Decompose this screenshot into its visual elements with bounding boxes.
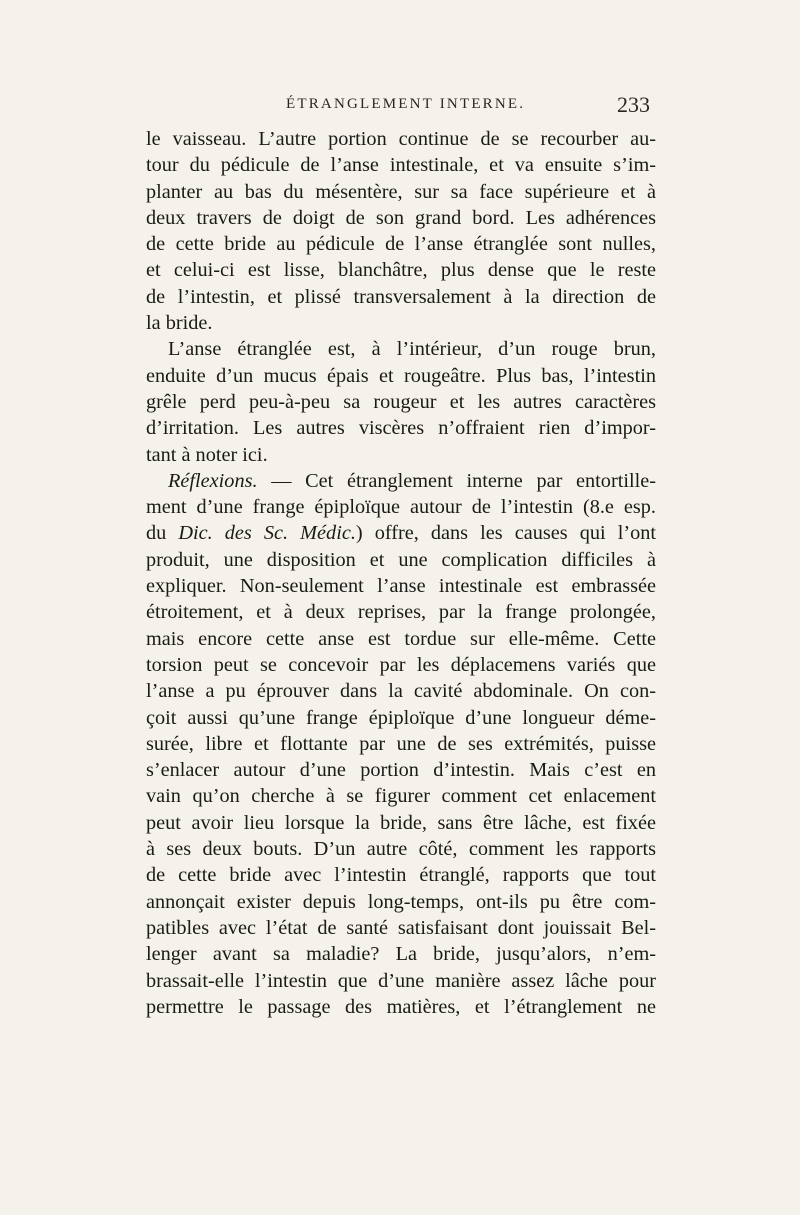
text-line: annonçait exister depuis long-temps, ont-ils pu être com-	[146, 890, 656, 913]
text-line: mais encore cette anse est tordue sur elle-même. Cette	[146, 627, 656, 650]
text-line: étroitement, et à deux reprises, par la frange prolongée,	[146, 601, 656, 624]
text-line: tour du pédicule de l’anse intestinale, et va ensuite s’im-	[146, 154, 656, 177]
text-line: expliquer. Non-seulement l’anse intestinale est embrassée	[146, 575, 656, 598]
text-line: peut avoir lieu lorsque la bride, sans être lâche, est fixée	[146, 811, 656, 834]
text-line: de l’intestin, et plissé transversalement à la direction de	[146, 285, 656, 308]
text-line: de cette bride au pédicule de l’anse étranglée sont nulles,	[146, 233, 656, 256]
page-header	[146, 92, 656, 122]
text-line: deux travers de doigt de son grand bord. Les adhérences	[146, 206, 656, 229]
text-line: tant à noter ici.	[146, 443, 268, 466]
text-line: grêle perd peu-à-peu sa rougeur et les autres caractères	[146, 390, 656, 413]
text-line: patibles avec l’état de santé satisfaisant dont jouissait Bel-	[146, 916, 656, 939]
text-line: planter au bas du mésentère, sur sa face supérieure et à	[146, 180, 656, 203]
text-line: à ses deux bouts. D’un autre côté, comment les rapports	[146, 838, 656, 861]
body-text	[146, 126, 656, 1020]
text-line: brassait-elle l’intestin que d’une manière assez lâche pour	[146, 969, 656, 992]
text-line: s’enlacer autour d’une portion d’intestin. Mais c’est en	[146, 759, 656, 782]
text-line: du Dic. des Sc. Médic.) offre, dans les causes qui l’ont	[146, 522, 656, 545]
text-line: Réflexions. — Cet étranglement interne par entortille-	[168, 469, 656, 492]
text-line: ment d’une frange épiploïque autour de l’intestin (8.e esp.	[146, 496, 656, 519]
text-line: vain qu’on cherche à se figurer comment cet enlacement	[146, 785, 656, 808]
text-line: le vaisseau. L’autre portion continue de se recourber au-	[146, 128, 656, 150]
text-line: la bride.	[146, 312, 213, 335]
text-line: d’irritation. Les autres viscères n’offraient rien d’impor-	[146, 417, 656, 440]
text-line: et celui-ci est lisse, blanchâtre, plus dense que le reste	[146, 259, 656, 282]
text-line: enduite d’un mucus épais et rougeâtre. Plus bas, l’intestin	[146, 364, 656, 387]
text-line: de cette bride avec l’intestin étranglé, rapports que tout	[146, 864, 656, 887]
page-number: 233	[617, 92, 650, 117]
text-line: produit, une disposition et une complication difficiles à	[146, 548, 656, 571]
text-line: L’anse étranglée est, à l’intérieur, d’un rouge brun,	[168, 338, 656, 361]
text-line: çoit aussi qu’une frange épiploïque d’une longueur démе-	[146, 706, 656, 729]
text-line: surée, libre et flottante par une de ses extrémités, puisse	[146, 732, 656, 755]
text-line: lenger avant sa maladie? La bride, jusqu’alors, n’em-	[146, 943, 656, 966]
text-line: l’anse a pu éprouver dans la cavité abdominale. On con-	[146, 680, 656, 703]
running-title: ÉTRANGLEMENT INTERNE.	[286, 96, 526, 112]
text-line: permettre le passage des matières, et l’étranglement ne	[146, 995, 656, 1018]
text-line: torsion peut se concevoir par les déplacemens variés que	[146, 653, 656, 676]
